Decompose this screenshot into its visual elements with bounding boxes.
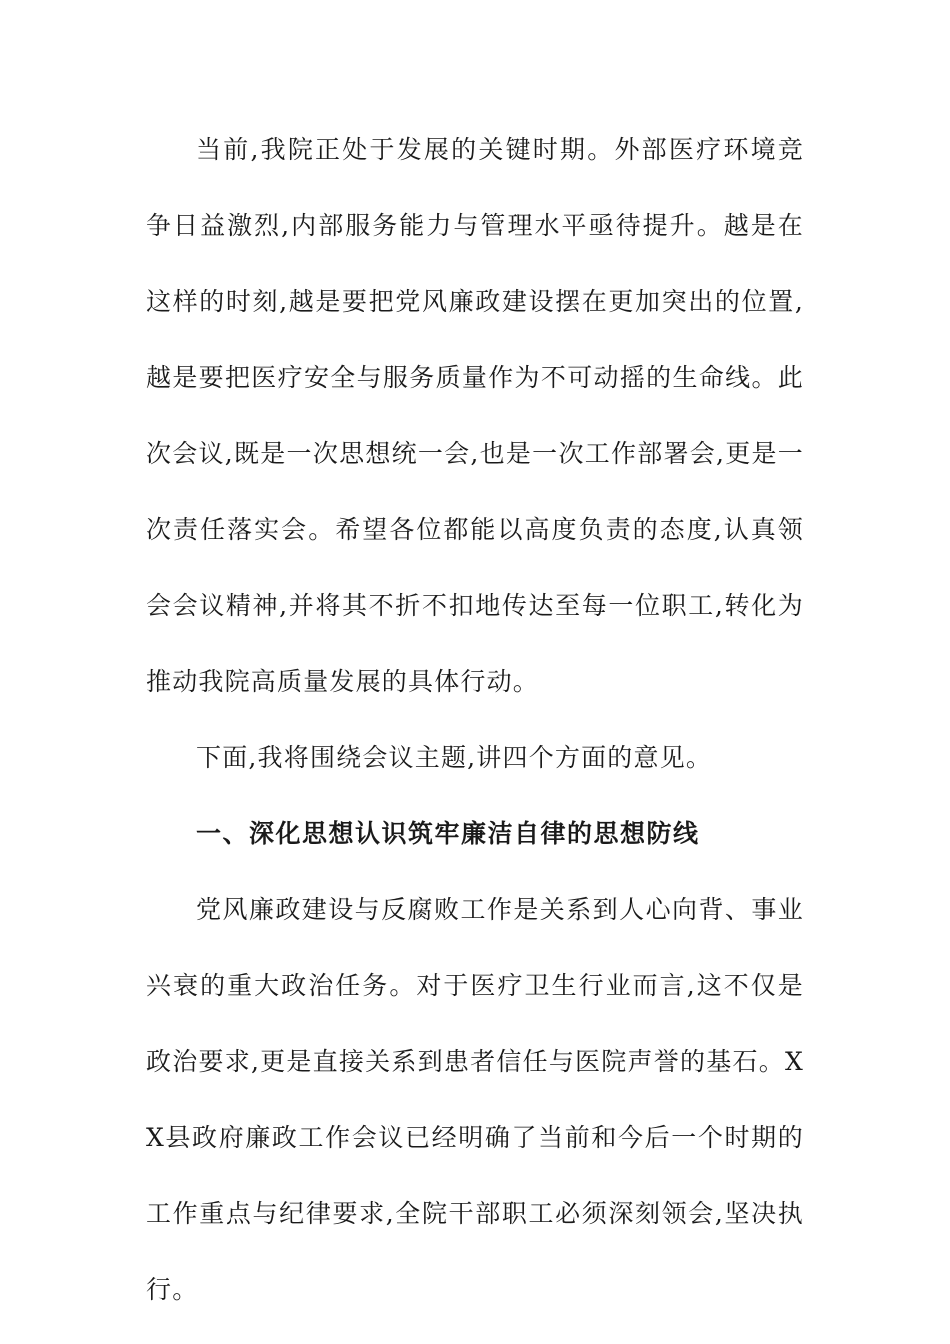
document-body bbox=[146, 112, 804, 1328]
paragraph-intro: 当前,我院正处于发展的关键时期。外部医疗环境竞争日益激烈,内部服务能力与管理水平亟待提升。越是在这样的时刻,越是要把党风廉政建设摆在更加突出的位置,越是要把医疗安全与服务质量作为不可动摇的生命线。此次会议,既是一次思想统一会,也是一次工作部署会,更是一次责任落实会。希望各位都能以高度负责的态度,认真领会会议精神,并将其不折不扣地传达至每一位职工,转化为推动我院高质量发展的具体行动。 bbox=[146, 135, 804, 696]
paragraph-outline: 下面,我将围绕会议主题,讲四个方面的意见。 bbox=[196, 743, 713, 772]
section-heading-1: 一、深化思想认识筑牢廉洁自律的思想防线 bbox=[196, 819, 700, 848]
paragraph-section-1: 党风廉政建设与反腐败工作是关系到人心向背、事业兴衰的重大政治任务。对于医疗卫生行业而言,这不仅是政治要求,更是直接关系到患者信任与医院声誉的基石。XX县政府廉政工作会议已经明确了当前和今后一个时期的工作重点与纪律要求,全院干部职工必须深刻领会,坚决执行。 bbox=[146, 895, 804, 1304]
